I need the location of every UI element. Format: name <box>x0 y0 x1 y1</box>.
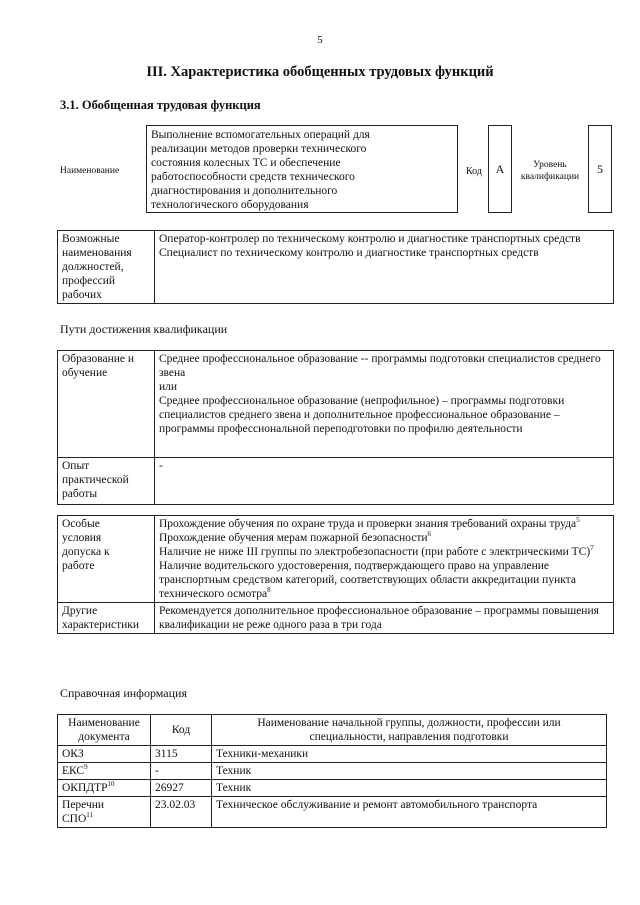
admission-item <box>159 545 609 559</box>
header-group <box>212 715 607 746</box>
table-row <box>58 797 607 828</box>
row-code: 26927 <box>151 780 212 797</box>
experience-label-line: Опыт <box>62 460 90 472</box>
function-name-box <box>146 125 458 213</box>
position-item: Оператор-контролер по техническому контролю и диагностике транспортных средств <box>159 233 581 245</box>
other-value-cell <box>155 603 614 634</box>
header-code: Код <box>151 715 212 746</box>
experience-label-line: практической <box>62 474 129 486</box>
row-document-text: ОКЗ <box>62 748 84 760</box>
footnote-ref: 11 <box>86 811 94 820</box>
education-label-line: обучение <box>62 367 108 379</box>
row-document <box>58 763 151 780</box>
education-values-cell <box>155 351 614 458</box>
footnote-ref: 6 <box>427 530 432 539</box>
admission-label-line: допуска к <box>62 546 110 558</box>
level-label-line: квалификации <box>520 172 580 182</box>
function-line: состояния колесных ТС и обеспечение <box>151 157 341 169</box>
header-document <box>58 715 151 746</box>
row-name: Техник <box>212 763 607 780</box>
other-label-line: Другие <box>62 605 98 617</box>
row-document <box>58 746 151 763</box>
admission-label-line: условия <box>62 532 102 544</box>
admission-item <box>159 531 609 545</box>
function-line: Выполнение вспомогательных операций для <box>151 129 370 141</box>
education-item: или <box>159 381 178 393</box>
page-number: 5 <box>317 34 323 46</box>
education-item: Среднее профессиональное образование -- программы подготовки специалистов среднего звена <box>159 353 601 379</box>
footnote-ref: 9 <box>84 763 88 772</box>
experience-label-cell <box>58 458 155 505</box>
header-group-line: специальности, направления подготовки <box>309 731 509 743</box>
level-value: 5 <box>597 161 603 176</box>
row-name: Техники-механики <box>212 746 607 763</box>
table-row <box>58 780 607 797</box>
education-label-cell <box>58 351 155 458</box>
code-value-box <box>488 125 512 213</box>
level-value-box <box>588 125 612 213</box>
table-row <box>58 746 607 763</box>
header-document-line: документа <box>78 731 130 743</box>
header-group-line: Наименование начальной группы, должности, профессии или <box>257 717 561 729</box>
name-label: Наименование <box>60 166 120 176</box>
admission-label-cell <box>58 516 155 603</box>
positions-table <box>57 230 614 304</box>
reference-header-row <box>58 715 607 746</box>
row-document-line2 <box>62 812 146 826</box>
row-name: Техник <box>212 780 607 797</box>
level-label <box>512 159 588 183</box>
code-label: Код <box>466 166 482 177</box>
position-item: Специалист по техническому контролю и диагностике транспортных средств <box>159 247 539 259</box>
footnote-ref: 10 <box>107 780 115 789</box>
admission-item-text: Прохождение обучения мерам пожарной безопасности <box>159 532 428 544</box>
admission-item-text: Прохождение обучения по охране труда и проверки знания требований охраны труда <box>159 518 577 530</box>
row-code: 3115 <box>151 746 212 763</box>
footnote-ref: 7 <box>590 544 594 553</box>
admission-label-line: Особые <box>62 518 100 530</box>
row-document-text: ЕКС <box>62 765 85 777</box>
positions-label-line: рабочих <box>62 289 102 301</box>
experience-value-cell <box>155 458 614 505</box>
code-value: А <box>495 161 505 176</box>
positions-label-cell <box>58 231 155 304</box>
education-item: Среднее профессиональное образование (непрофильное) – программы подготовки специалистов среднего звена и дополнительное профессиональное образование – программы профессиональной переподготовки по профилю деятельности <box>159 395 565 435</box>
admission-table <box>57 515 614 634</box>
positions-label-line: Возможные <box>62 233 120 245</box>
row-document-text: ОКПДТР <box>62 782 108 794</box>
row-code: - <box>151 763 212 780</box>
qualification-heading: Пути достижения квалификации <box>60 322 228 336</box>
footnote-ref: 5 <box>576 516 580 525</box>
experience-value: - <box>159 460 163 472</box>
admission-item-text: Наличие водительского удостоверения, подтверждающего право на управление транспортным средством категорий, соответствующих области аккредитации пункта технического осмотра <box>159 560 576 600</box>
other-label-line: характеристики <box>62 619 140 631</box>
positions-label-line: наименования <box>62 247 132 259</box>
experience-label-line: работы <box>62 488 98 500</box>
other-label-cell <box>58 603 155 634</box>
admission-item <box>159 517 609 531</box>
section-title: III. Характеристика обобщенных трудовых функций <box>146 64 494 80</box>
level-label-line: Уровень <box>533 160 567 170</box>
row-code: 23.02.03 <box>151 797 212 828</box>
header-document-line: Наименование <box>68 717 140 729</box>
footnote-ref: 8 <box>267 586 271 595</box>
function-line: диагностирования и дополнительного <box>151 185 338 197</box>
admission-item-text: Наличие не ниже III группы по электробезопасности (при работе с электрическими ТС) <box>159 546 591 558</box>
row-document <box>58 780 151 797</box>
other-value: Рекомендуется дополнительное профессиональное образование – программы повышения квалификации не реже одного раза в три года <box>159 605 599 631</box>
table-row <box>58 763 607 780</box>
positions-values-cell <box>155 231 614 304</box>
row-document <box>58 797 151 828</box>
admission-values-cell <box>155 516 614 603</box>
positions-label-line: должностей, <box>62 261 124 273</box>
positions-label-line: профессий <box>62 275 116 287</box>
function-line: работоспособности средств технического <box>151 171 355 183</box>
function-line: технологического оборудования <box>151 199 309 211</box>
admission-item <box>159 559 609 601</box>
education-table <box>57 350 614 505</box>
reference-heading: Справочная информация <box>60 686 187 700</box>
reference-table <box>57 714 607 828</box>
function-line: реализации методов проверки технического <box>151 143 367 155</box>
row-name: Техническое обслуживание и ремонт автомобильного транспорта <box>212 797 607 828</box>
subsection-title: 3.1. Обобщенная трудовая функция <box>60 98 261 112</box>
row-document-text: СПО <box>62 813 87 825</box>
admission-label-line: работе <box>62 560 95 572</box>
education-label-line: Образование и <box>62 353 135 365</box>
row-document-text: Перечни <box>62 799 105 811</box>
